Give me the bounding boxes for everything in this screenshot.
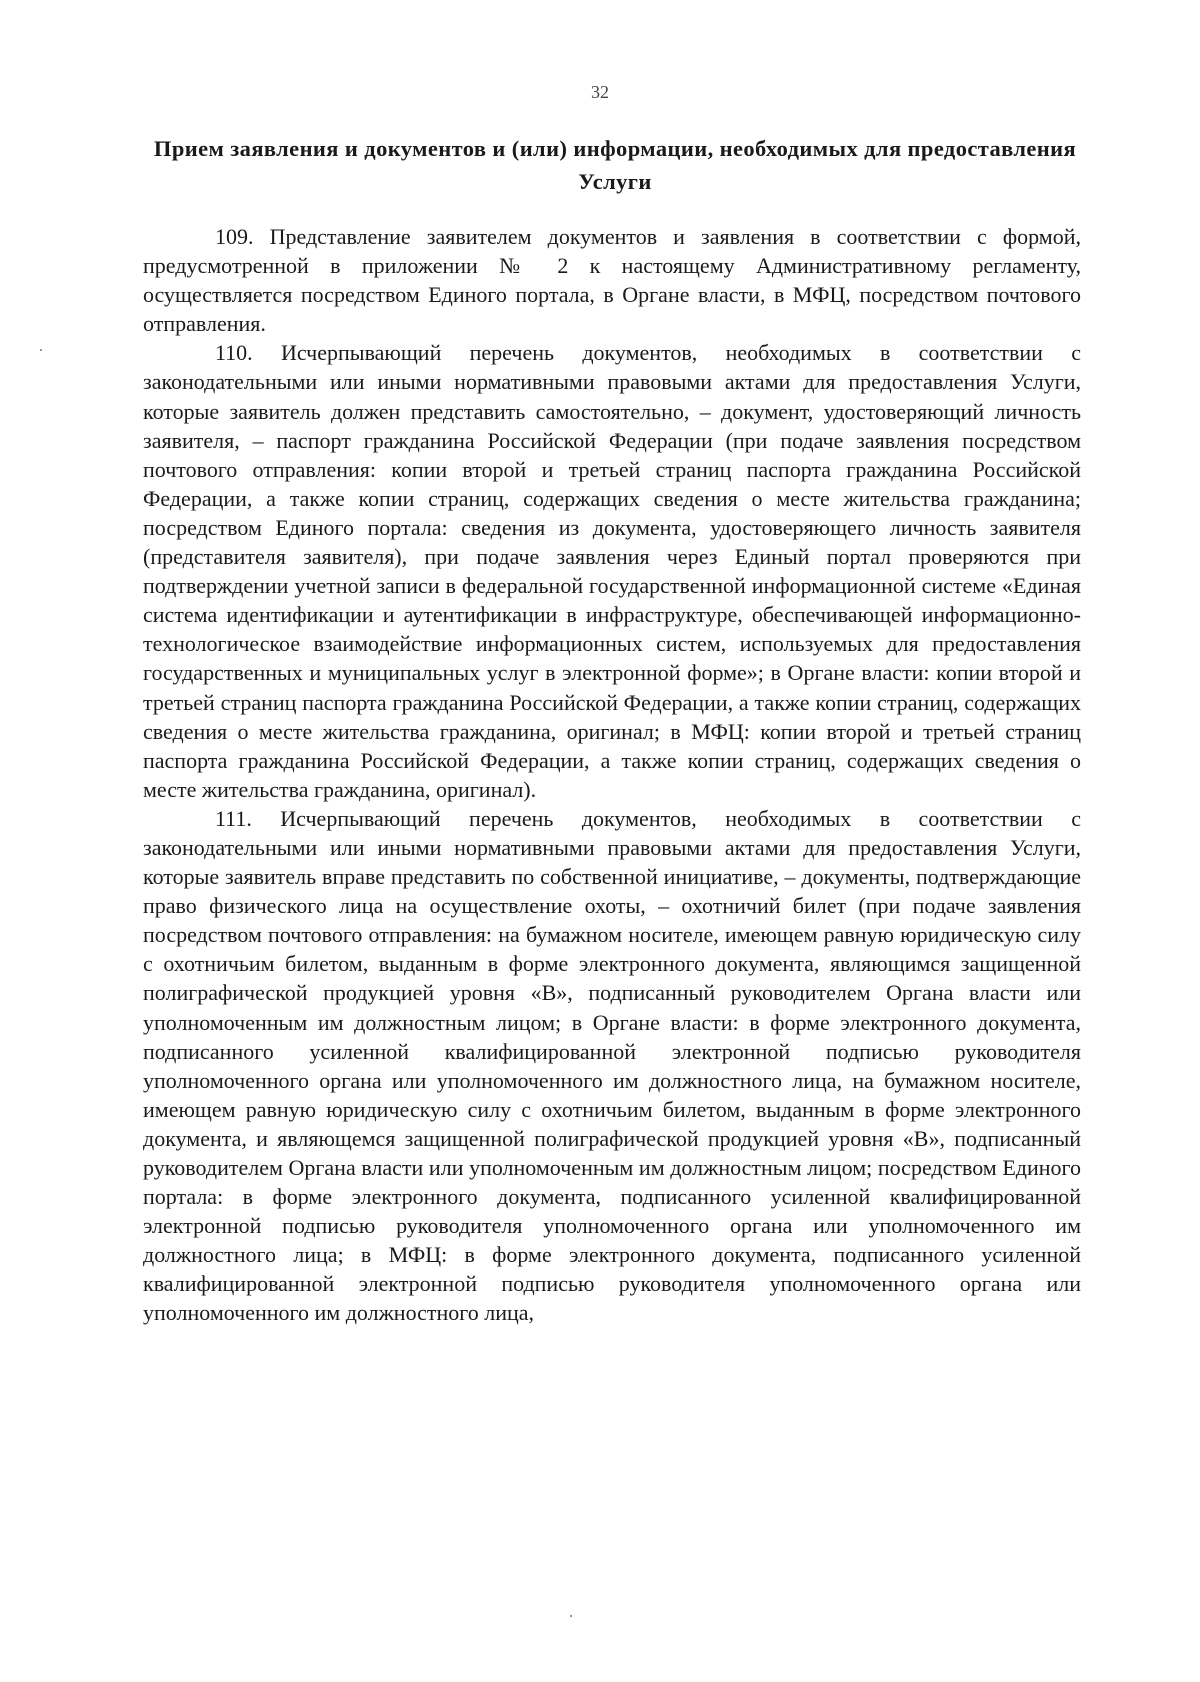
page-number: 32 <box>591 82 609 102</box>
scan-speck <box>40 349 42 351</box>
paragraph-109: 109. Представление заявителем документов и заявления в соответствии с формой, предусмотренной в приложении № 2 к настоящему Административному регламенту, осуществляется посредством Единого портала, в Органе власти, в МФЦ, посредством почтового отправления. <box>143 224 1081 337</box>
section-heading: Прием заявления и документов и (или) информации, необходимых для предоставления Услуги <box>153 136 1077 194</box>
paragraph-110: 110. Исчерпывающий перечень документов, необходимых в соответствии с законодательными или иными нормативными правовыми актами для предоставления Услуги, которые заявитель должен представить самостоятельно, – документ, удостоверяющий личность заявителя, – паспорт гражданина Российской Федерации (при подаче заявления посредством почтового отправления: копии второй и третьей страниц паспорта гражданина Российской Федерации, а также копии страниц, содержащих сведения о месте жительства гражданина; посредством Единого портала: сведения из документа, удостоверяющего личность заявителя (представителя заявителя), при подаче заявления через Единый портал проверяются при подтверждении учетной записи в федеральной государственной информационной системе «Единая система идентификации и аутентификации в инфраструктуре, обеспечивающей информационно-технологическое взаимодействие информационных систем, используемых для предоставления государственных и муниципальных услуг в электронной форме»; в Органе власти: копии второй и третьей страниц паспорта гражданина Российской Федерации, а также копии страниц, содержащих сведения о месте жительства гражданина, оригинал; в МФЦ: копии второй и третьей страниц паспорта гражданина Российской Федерации, а также копии страниц, содержащих сведения о месте жительства гражданина, оригинал). <box>143 340 1081 802</box>
scan-speck <box>570 1615 572 1617</box>
paragraph-111: 111. Исчерпывающий перечень документов, необходимых в соответствии с законодательными или иными нормативными правовыми актами для предоставления Услуги, которые заявитель вправе представить по собственной инициативе, – документы, подтверждающие право физического лица на осуществление охоты, – охотничий билет (при подаче заявления посредством почтового отправления: на бумажном носителе, имеющем равную юридическую силу с охотничьим билетом, выданным в форме электронного документа, являющимся защищенной полиграфической продукцией уровня «В», подписанный руководителем Органа власти или уполномоченным им должностным лицом; в Органе власти: в форме электронного документа, подписанного усиленной квалифицированной электронной подписью руководителя уполномоченного органа или уполномоченного им должностного лица, на бумажном носителе, имеющем равную юридическую силу с охотничьим билетом, выданным в форме электронного документа, и являющемся защищенной полиграфической продукцией уровня «В», подписанный руководителем Органа власти или уполномоченным им должностным лицом; посредством Единого портала: в форме электронного документа, подписанного усиленной квалифицированной электронной подписью руководителя уполномоченного органа или уполномоченного им должностного лица; в МФЦ: в форме электронного документа, подписанного усиленной квалифицированной электронной подписью руководителя уполномоченного органа или уполномоченного им должностного лица, <box>143 805 1081 1326</box>
document-body <box>143 222 1081 1328</box>
